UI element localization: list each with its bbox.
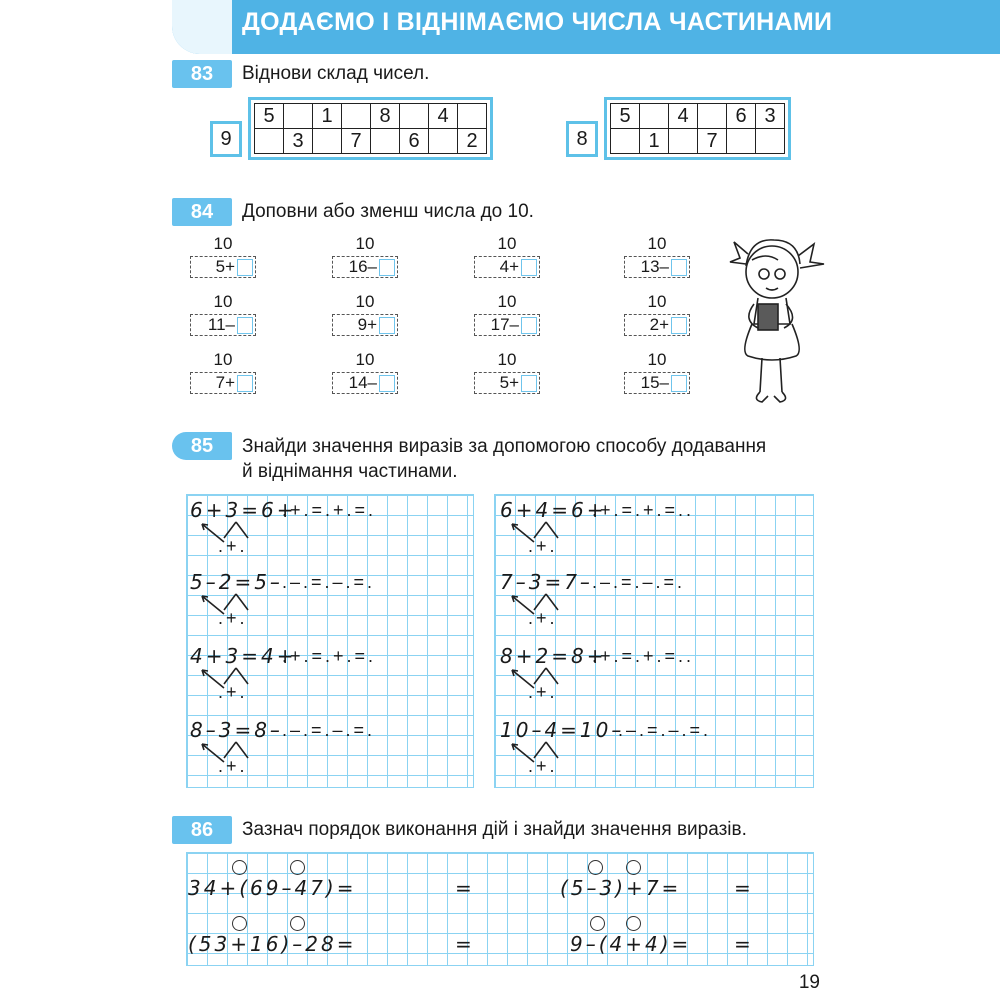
girl-illustration <box>728 224 828 410</box>
number-cell: 2 <box>458 129 487 154</box>
expression-text: 2+ <box>649 315 669 334</box>
task-85-parts[interactable]: .+. <box>528 608 558 628</box>
task-85-expression: 10–4=10– <box>500 718 625 742</box>
answer-box[interactable] <box>379 259 395 276</box>
task-85-parts[interactable]: .+. <box>218 536 248 556</box>
task-85-blanks[interactable]: .–.=.–.=. <box>282 720 376 740</box>
answer-box[interactable] <box>237 375 253 392</box>
expression-box <box>474 314 540 336</box>
target-ten: 10 <box>497 234 517 253</box>
number-cell[interactable] <box>371 129 400 154</box>
target-ten: 10 <box>647 292 667 311</box>
answer-box[interactable] <box>521 375 537 392</box>
expression-text: 7+ <box>215 373 235 392</box>
task-85-expression: 6+4=6+ <box>500 498 607 522</box>
task-85-text-1: Знайди значення виразів за допомогою способу додавання <box>242 436 767 457</box>
number-cell[interactable] <box>342 104 371 129</box>
expression-text: 14– <box>348 373 377 392</box>
number-cell: 8 <box>371 104 400 129</box>
task-86-eq-3: = <box>455 932 475 956</box>
number-cell[interactable] <box>400 104 429 129</box>
answer-box[interactable] <box>671 259 687 276</box>
number-cell[interactable] <box>429 129 458 154</box>
expression-box <box>332 314 398 336</box>
expression-box <box>332 256 398 278</box>
task-85-blanks[interactable]: .+.=.+.=. <box>282 646 377 666</box>
task-85-parts[interactable]: .+. <box>218 608 248 628</box>
order-circle[interactable] <box>232 860 247 875</box>
expression-text: 15– <box>640 373 669 392</box>
expression-box <box>624 256 690 278</box>
answer-box[interactable] <box>671 375 687 392</box>
target-ten: 10 <box>497 350 517 369</box>
task-83-right-total: 8 <box>566 121 598 157</box>
task-83-right-grid <box>604 97 791 160</box>
task-85-expression: 4+3=4+ <box>190 644 297 668</box>
page-title: ДОДАЄМО І ВІДНІМАЄМО ЧИСЛА ЧАСТИНАМИ <box>242 8 833 36</box>
target-ten: 10 <box>213 350 233 369</box>
number-cell: 4 <box>429 104 458 129</box>
expression-text: 9+ <box>357 315 377 334</box>
number-cell[interactable] <box>698 104 727 129</box>
page-number: 19 <box>798 972 820 993</box>
task-85-blanks[interactable]: .–.=.–.=. <box>618 720 712 740</box>
task-85-blanks[interactable]: .+.=.+.=.. <box>592 646 695 666</box>
expression-box <box>624 314 690 336</box>
expression-box <box>190 372 256 394</box>
task-86-eq-1: = <box>455 876 475 900</box>
number-cell[interactable] <box>640 104 669 129</box>
task-83-left-total: 9 <box>210 121 242 157</box>
target-ten: 10 <box>497 292 517 311</box>
expression-box <box>474 372 540 394</box>
number-cell: 4 <box>669 104 698 129</box>
number-cell: 7 <box>698 129 727 154</box>
task-86-expr-1: 34+(69–47)= <box>188 876 357 900</box>
expression-text: 5+ <box>215 257 235 276</box>
number-cell[interactable] <box>458 104 487 129</box>
number-cell[interactable] <box>284 104 313 129</box>
number-cell[interactable] <box>727 129 756 154</box>
order-circle[interactable] <box>626 916 641 931</box>
answer-box[interactable] <box>379 375 395 392</box>
task-83-badge: 83 <box>172 60 232 88</box>
task-86-eq-2: = <box>734 876 754 900</box>
number-cell: 7 <box>342 129 371 154</box>
answer-box[interactable] <box>521 259 537 276</box>
number-cell[interactable] <box>669 129 698 154</box>
number-cell: 3 <box>756 104 785 129</box>
task-86-expr-4: 9–(4+4)= <box>570 932 692 956</box>
answer-box[interactable] <box>379 317 395 334</box>
order-circle[interactable] <box>626 860 641 875</box>
task-85-blanks[interactable]: .–.=.–.=. <box>592 572 686 592</box>
expression-text: 11– <box>207 315 235 334</box>
answer-box[interactable] <box>237 317 253 334</box>
target-ten: 10 <box>647 350 667 369</box>
task-85-parts[interactable]: .+. <box>218 756 248 776</box>
number-cell: 1 <box>313 104 342 129</box>
expression-box <box>190 314 256 336</box>
task-85-parts[interactable]: .+. <box>528 682 558 702</box>
expression-text: 17– <box>490 315 519 334</box>
number-cell: 5 <box>611 104 640 129</box>
number-cell: 5 <box>255 104 284 129</box>
task-85-parts[interactable]: .+. <box>218 682 248 702</box>
number-cell: 3 <box>284 129 313 154</box>
number-cell: 6 <box>400 129 429 154</box>
task-86-text: Зазнач порядок виконання дій і знайди значення виразів. <box>242 819 747 840</box>
target-ten: 10 <box>355 350 375 369</box>
answer-box[interactable] <box>237 259 253 276</box>
task-84-badge: 84 <box>172 198 232 226</box>
task-85-parts[interactable]: .+. <box>528 536 558 556</box>
order-circle[interactable] <box>290 916 305 931</box>
task-85-text-2: й віднімання частинами. <box>242 461 458 482</box>
task-85-expression: 7–3=7– <box>500 570 593 594</box>
expression-box <box>624 372 690 394</box>
answer-box[interactable] <box>671 317 687 334</box>
expression-text: 5+ <box>499 373 519 392</box>
order-circle[interactable] <box>588 860 603 875</box>
answer-box[interactable] <box>521 317 537 334</box>
task-84-text: Доповни або зменш числа до 10. <box>242 201 534 222</box>
task-83-text: Віднови склад чисел. <box>242 63 430 84</box>
task-85-blanks[interactable]: .+.=.+.=. <box>282 500 377 520</box>
number-cell[interactable] <box>611 129 640 154</box>
expression-box <box>474 256 540 278</box>
order-circle[interactable] <box>590 916 605 931</box>
number-cell: 1 <box>640 129 669 154</box>
target-ten: 10 <box>355 234 375 253</box>
target-ten: 10 <box>213 292 233 311</box>
expression-text: 4+ <box>499 257 519 276</box>
target-ten: 10 <box>213 234 233 253</box>
target-ten: 10 <box>647 234 667 253</box>
number-cell[interactable] <box>313 129 342 154</box>
task-85-blanks[interactable]: .–.=.–.=. <box>282 572 376 592</box>
number-cell: 6 <box>727 104 756 129</box>
task-86-expr-3: (53+16)–28= <box>188 932 357 956</box>
task-86-badge: 86 <box>172 816 232 844</box>
task-85-blanks[interactable]: .+.=.+.=.. <box>592 500 695 520</box>
task-86-eq-4: = <box>734 932 754 956</box>
task-85-expression: 8–3=8– <box>190 718 283 742</box>
expression-box <box>190 256 256 278</box>
task-85-parts[interactable]: .+. <box>528 756 558 776</box>
order-circle[interactable] <box>290 860 305 875</box>
expression-text: 16– <box>348 257 377 276</box>
task-83-left-grid <box>248 97 493 160</box>
number-cell[interactable] <box>255 129 284 154</box>
task-85-expression: 8+2=8+ <box>500 644 607 668</box>
target-ten: 10 <box>355 292 375 311</box>
number-cell[interactable] <box>756 129 785 154</box>
task-86-expr-2: (5–3)+7= <box>560 876 682 900</box>
task-85-expression: 6+3=6+ <box>190 498 297 522</box>
task-85-expression: 5–2=5– <box>190 570 283 594</box>
task-85-badge: 85 <box>172 432 232 460</box>
expression-box <box>332 372 398 394</box>
order-circle[interactable] <box>232 916 247 931</box>
expression-text: 13– <box>640 257 669 276</box>
